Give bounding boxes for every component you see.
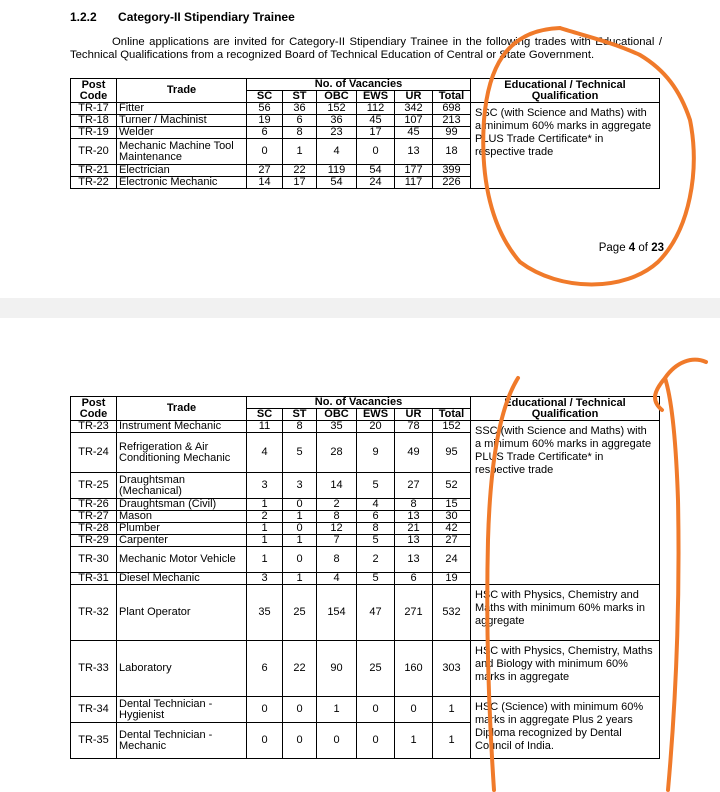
obc-cell: 119 bbox=[317, 165, 357, 177]
obc-cell: 152 bbox=[317, 103, 357, 115]
sc-cell: 1 bbox=[247, 499, 283, 511]
post-code-cell: TR-33 bbox=[71, 641, 117, 697]
page-current: 4 bbox=[628, 242, 636, 254]
post-code-cell: TR-18 bbox=[71, 115, 117, 127]
header-sc: SC bbox=[247, 409, 283, 421]
post-code-cell: TR-34 bbox=[71, 697, 117, 723]
st-cell: 25 bbox=[283, 585, 317, 641]
sc-cell: 4 bbox=[247, 433, 283, 473]
post-code-cell: TR-35 bbox=[71, 723, 117, 759]
ur-cell: 8 bbox=[395, 499, 433, 511]
total-cell: 24 bbox=[433, 547, 471, 573]
ur-cell: 27 bbox=[395, 473, 433, 499]
ur-cell: 78 bbox=[395, 421, 433, 433]
header-trade: Trade bbox=[117, 397, 247, 421]
section-number: 1.2.2 bbox=[70, 10, 97, 24]
st-cell: 1 bbox=[283, 139, 317, 165]
obc-cell: 54 bbox=[317, 177, 357, 189]
total-cell: 99 bbox=[433, 127, 471, 139]
page-of: of bbox=[638, 242, 648, 254]
trade-cell: Mason bbox=[117, 511, 247, 523]
header-obc: OBC bbox=[317, 91, 357, 103]
post-code-cell: TR-20 bbox=[71, 139, 117, 165]
ews-cell: 17 bbox=[357, 127, 395, 139]
total-cell: 15 bbox=[433, 499, 471, 511]
post-code-cell: TR-17 bbox=[71, 103, 117, 115]
trade-cell: Electronic Mechanic bbox=[117, 177, 247, 189]
post-code-cell: TR-32 bbox=[71, 585, 117, 641]
section-heading bbox=[70, 10, 295, 24]
total-cell: 399 bbox=[433, 165, 471, 177]
post-code-cell: TR-19 bbox=[71, 127, 117, 139]
st-cell: 8 bbox=[283, 421, 317, 433]
post-code-cell: TR-31 bbox=[71, 573, 117, 585]
page-number bbox=[599, 242, 664, 254]
header-obc: OBC bbox=[317, 409, 357, 421]
obc-cell: 7 bbox=[317, 535, 357, 547]
ur-cell: 342 bbox=[395, 103, 433, 115]
obc-cell: 90 bbox=[317, 641, 357, 697]
qualification-cell: HSC (Science) with minimum 60% marks in aggregate Plus 2 years Diploma recognized by Dental Council of India. bbox=[471, 697, 660, 759]
st-cell: 0 bbox=[283, 723, 317, 759]
st-cell: 17 bbox=[283, 177, 317, 189]
header-total: Total bbox=[433, 409, 471, 421]
ur-cell: 107 bbox=[395, 115, 433, 127]
st-cell: 1 bbox=[283, 573, 317, 585]
sc-cell: 3 bbox=[247, 473, 283, 499]
header-qualification: Educational / Technical Qualification bbox=[471, 397, 660, 421]
table-row bbox=[71, 103, 660, 115]
total-cell: 213 bbox=[433, 115, 471, 127]
obc-cell: 28 bbox=[317, 433, 357, 473]
sc-cell: 0 bbox=[247, 697, 283, 723]
ews-cell: 4 bbox=[357, 499, 395, 511]
trade-cell: Mechanic Machine Tool Maintenance bbox=[117, 139, 247, 165]
st-cell: 0 bbox=[283, 697, 317, 723]
trade-cell: Electrician bbox=[117, 165, 247, 177]
total-cell: 1 bbox=[433, 697, 471, 723]
header-ur: UR bbox=[395, 91, 433, 103]
total-cell: 52 bbox=[433, 473, 471, 499]
qualification-cell: SSC (with Science and Maths) with a minimum 60% marks in aggregate PLUS Trade Certificate* in respective trade bbox=[471, 103, 660, 189]
ur-cell: 13 bbox=[395, 535, 433, 547]
total-cell: 1 bbox=[433, 723, 471, 759]
obc-cell: 4 bbox=[317, 573, 357, 585]
ews-cell: 2 bbox=[357, 547, 395, 573]
trade-cell: Instrument Mechanic bbox=[117, 421, 247, 433]
page-label: Page bbox=[598, 242, 626, 254]
header-ews: EWS bbox=[357, 409, 395, 421]
ur-cell: 13 bbox=[395, 547, 433, 573]
st-cell: 1 bbox=[283, 511, 317, 523]
obc-cell: 8 bbox=[317, 547, 357, 573]
ur-cell: 13 bbox=[395, 511, 433, 523]
st-cell: 3 bbox=[283, 473, 317, 499]
sc-cell: 0 bbox=[247, 139, 283, 165]
sc-cell: 2 bbox=[247, 511, 283, 523]
header-vacancies: No. of Vacancies bbox=[247, 397, 471, 409]
intro-text: Online applications are invited for Category-II Stipendiary Trainee in the following trades with Educational / Technical Qualifications from a recognized Board of Technical Education of Central or State Government. bbox=[70, 36, 662, 61]
qualification-cell: SSC (with Science and Maths) with a minimum 60% marks in aggregate PLUS Trade Certificate* in respective trade bbox=[471, 421, 660, 585]
table-row bbox=[71, 421, 660, 433]
post-code-cell: TR-30 bbox=[71, 547, 117, 573]
ur-cell: 6 bbox=[395, 573, 433, 585]
ews-cell: 24 bbox=[357, 177, 395, 189]
table-row bbox=[71, 585, 660, 641]
ur-cell: 117 bbox=[395, 177, 433, 189]
sc-cell: 14 bbox=[247, 177, 283, 189]
table-row bbox=[71, 641, 660, 697]
trade-cell: Dental Technician - Hygienist bbox=[117, 697, 247, 723]
vacancy-table-1 bbox=[70, 78, 660, 189]
obc-cell: 12 bbox=[317, 523, 357, 535]
header-st: ST bbox=[283, 409, 317, 421]
post-code-cell: TR-24 bbox=[71, 433, 117, 473]
total-cell: 698 bbox=[433, 103, 471, 115]
trade-cell: Refrigeration & Air Conditioning Mechanic bbox=[117, 433, 247, 473]
sc-cell: 1 bbox=[247, 523, 283, 535]
obc-cell: 14 bbox=[317, 473, 357, 499]
obc-cell: 35 bbox=[317, 421, 357, 433]
ur-cell: 21 bbox=[395, 523, 433, 535]
header-ews: EWS bbox=[357, 91, 395, 103]
post-code-cell: TR-23 bbox=[71, 421, 117, 433]
table-row bbox=[71, 697, 660, 723]
qualification-cell: HSC with Physics, Chemistry, Maths and Biology with minimum 60% marks in aggregate bbox=[471, 641, 660, 697]
intro-paragraph bbox=[70, 36, 662, 62]
sc-cell: 6 bbox=[247, 127, 283, 139]
header-st: ST bbox=[283, 91, 317, 103]
ews-cell: 5 bbox=[357, 573, 395, 585]
sc-cell: 56 bbox=[247, 103, 283, 115]
obc-cell: 2 bbox=[317, 499, 357, 511]
ews-cell: 9 bbox=[357, 433, 395, 473]
total-cell: 95 bbox=[433, 433, 471, 473]
st-cell: 5 bbox=[283, 433, 317, 473]
ews-cell: 0 bbox=[357, 697, 395, 723]
header-post-code: Post Code bbox=[71, 397, 117, 421]
total-cell: 152 bbox=[433, 421, 471, 433]
obc-cell: 8 bbox=[317, 511, 357, 523]
total-cell: 30 bbox=[433, 511, 471, 523]
st-cell: 6 bbox=[283, 115, 317, 127]
ews-cell: 112 bbox=[357, 103, 395, 115]
post-code-cell: TR-27 bbox=[71, 511, 117, 523]
qualification-cell: HSC with Physics, Chemistry and Maths with minimum 60% marks in aggregate bbox=[471, 585, 660, 641]
total-cell: 42 bbox=[433, 523, 471, 535]
st-cell: 36 bbox=[283, 103, 317, 115]
sc-cell: 3 bbox=[247, 573, 283, 585]
header-trade: Trade bbox=[117, 79, 247, 103]
sc-cell: 1 bbox=[247, 547, 283, 573]
sc-cell: 19 bbox=[247, 115, 283, 127]
ews-cell: 45 bbox=[357, 115, 395, 127]
ur-cell: 271 bbox=[395, 585, 433, 641]
sc-cell: 6 bbox=[247, 641, 283, 697]
st-cell: 22 bbox=[283, 165, 317, 177]
ur-cell: 160 bbox=[395, 641, 433, 697]
trade-cell: Welder bbox=[117, 127, 247, 139]
sc-cell: 11 bbox=[247, 421, 283, 433]
st-cell: 1 bbox=[283, 535, 317, 547]
st-cell: 0 bbox=[283, 499, 317, 511]
trade-cell: Plant Operator bbox=[117, 585, 247, 641]
ews-cell: 0 bbox=[357, 723, 395, 759]
trade-cell: Fitter bbox=[117, 103, 247, 115]
total-cell: 18 bbox=[433, 139, 471, 165]
post-code-cell: TR-29 bbox=[71, 535, 117, 547]
post-code-cell: TR-26 bbox=[71, 499, 117, 511]
obc-cell: 36 bbox=[317, 115, 357, 127]
ews-cell: 25 bbox=[357, 641, 395, 697]
total-cell: 19 bbox=[433, 573, 471, 585]
sc-cell: 1 bbox=[247, 535, 283, 547]
section-title: Category-II Stipendiary Trainee bbox=[118, 10, 295, 24]
ews-cell: 5 bbox=[357, 473, 395, 499]
ur-cell: 49 bbox=[395, 433, 433, 473]
document-page-4 bbox=[0, 0, 720, 298]
document-page-5 bbox=[0, 318, 720, 792]
header-ur: UR bbox=[395, 409, 433, 421]
trade-cell: Draughtsman (Civil) bbox=[117, 499, 247, 511]
post-code-cell: TR-22 bbox=[71, 177, 117, 189]
st-cell: 8 bbox=[283, 127, 317, 139]
st-cell: 0 bbox=[283, 547, 317, 573]
ur-cell: 177 bbox=[395, 165, 433, 177]
ews-cell: 6 bbox=[357, 511, 395, 523]
ews-cell: 20 bbox=[357, 421, 395, 433]
ews-cell: 47 bbox=[357, 585, 395, 641]
trade-cell: Draughtsman (Mechanical) bbox=[117, 473, 247, 499]
trade-cell: Plumber bbox=[117, 523, 247, 535]
obc-cell: 1 bbox=[317, 697, 357, 723]
ur-cell: 45 bbox=[395, 127, 433, 139]
obc-cell: 154 bbox=[317, 585, 357, 641]
ur-cell: 1 bbox=[395, 723, 433, 759]
trade-cell: Carpenter bbox=[117, 535, 247, 547]
trade-cell: Turner / Machinist bbox=[117, 115, 247, 127]
obc-cell: 4 bbox=[317, 139, 357, 165]
header-post-code: Post Code bbox=[71, 79, 117, 103]
sc-cell: 35 bbox=[247, 585, 283, 641]
st-cell: 0 bbox=[283, 523, 317, 535]
ews-cell: 0 bbox=[357, 139, 395, 165]
obc-cell: 0 bbox=[317, 723, 357, 759]
total-cell: 303 bbox=[433, 641, 471, 697]
header-vacancies: No. of Vacancies bbox=[247, 79, 471, 91]
post-code-cell: TR-28 bbox=[71, 523, 117, 535]
post-code-cell: TR-25 bbox=[71, 473, 117, 499]
st-cell: 22 bbox=[283, 641, 317, 697]
total-cell: 226 bbox=[433, 177, 471, 189]
trade-cell: Mechanic Motor Vehicle bbox=[117, 547, 247, 573]
ur-cell: 0 bbox=[395, 697, 433, 723]
header-sc: SC bbox=[247, 91, 283, 103]
post-code-cell: TR-21 bbox=[71, 165, 117, 177]
total-cell: 27 bbox=[433, 535, 471, 547]
header-qualification: Educational / Technical Qualification bbox=[471, 79, 660, 103]
vacancy-table-2 bbox=[70, 396, 660, 759]
total-cell: 532 bbox=[433, 585, 471, 641]
ews-cell: 54 bbox=[357, 165, 395, 177]
trade-cell: Laboratory bbox=[117, 641, 247, 697]
page-total: 23 bbox=[651, 242, 664, 254]
obc-cell: 23 bbox=[317, 127, 357, 139]
sc-cell: 27 bbox=[247, 165, 283, 177]
ur-cell: 13 bbox=[395, 139, 433, 165]
header-total: Total bbox=[433, 91, 471, 103]
trade-cell: Dental Technician - Mechanic bbox=[117, 723, 247, 759]
ews-cell: 5 bbox=[357, 535, 395, 547]
trade-cell: Diesel Mechanic bbox=[117, 573, 247, 585]
sc-cell: 0 bbox=[247, 723, 283, 759]
ews-cell: 8 bbox=[357, 523, 395, 535]
